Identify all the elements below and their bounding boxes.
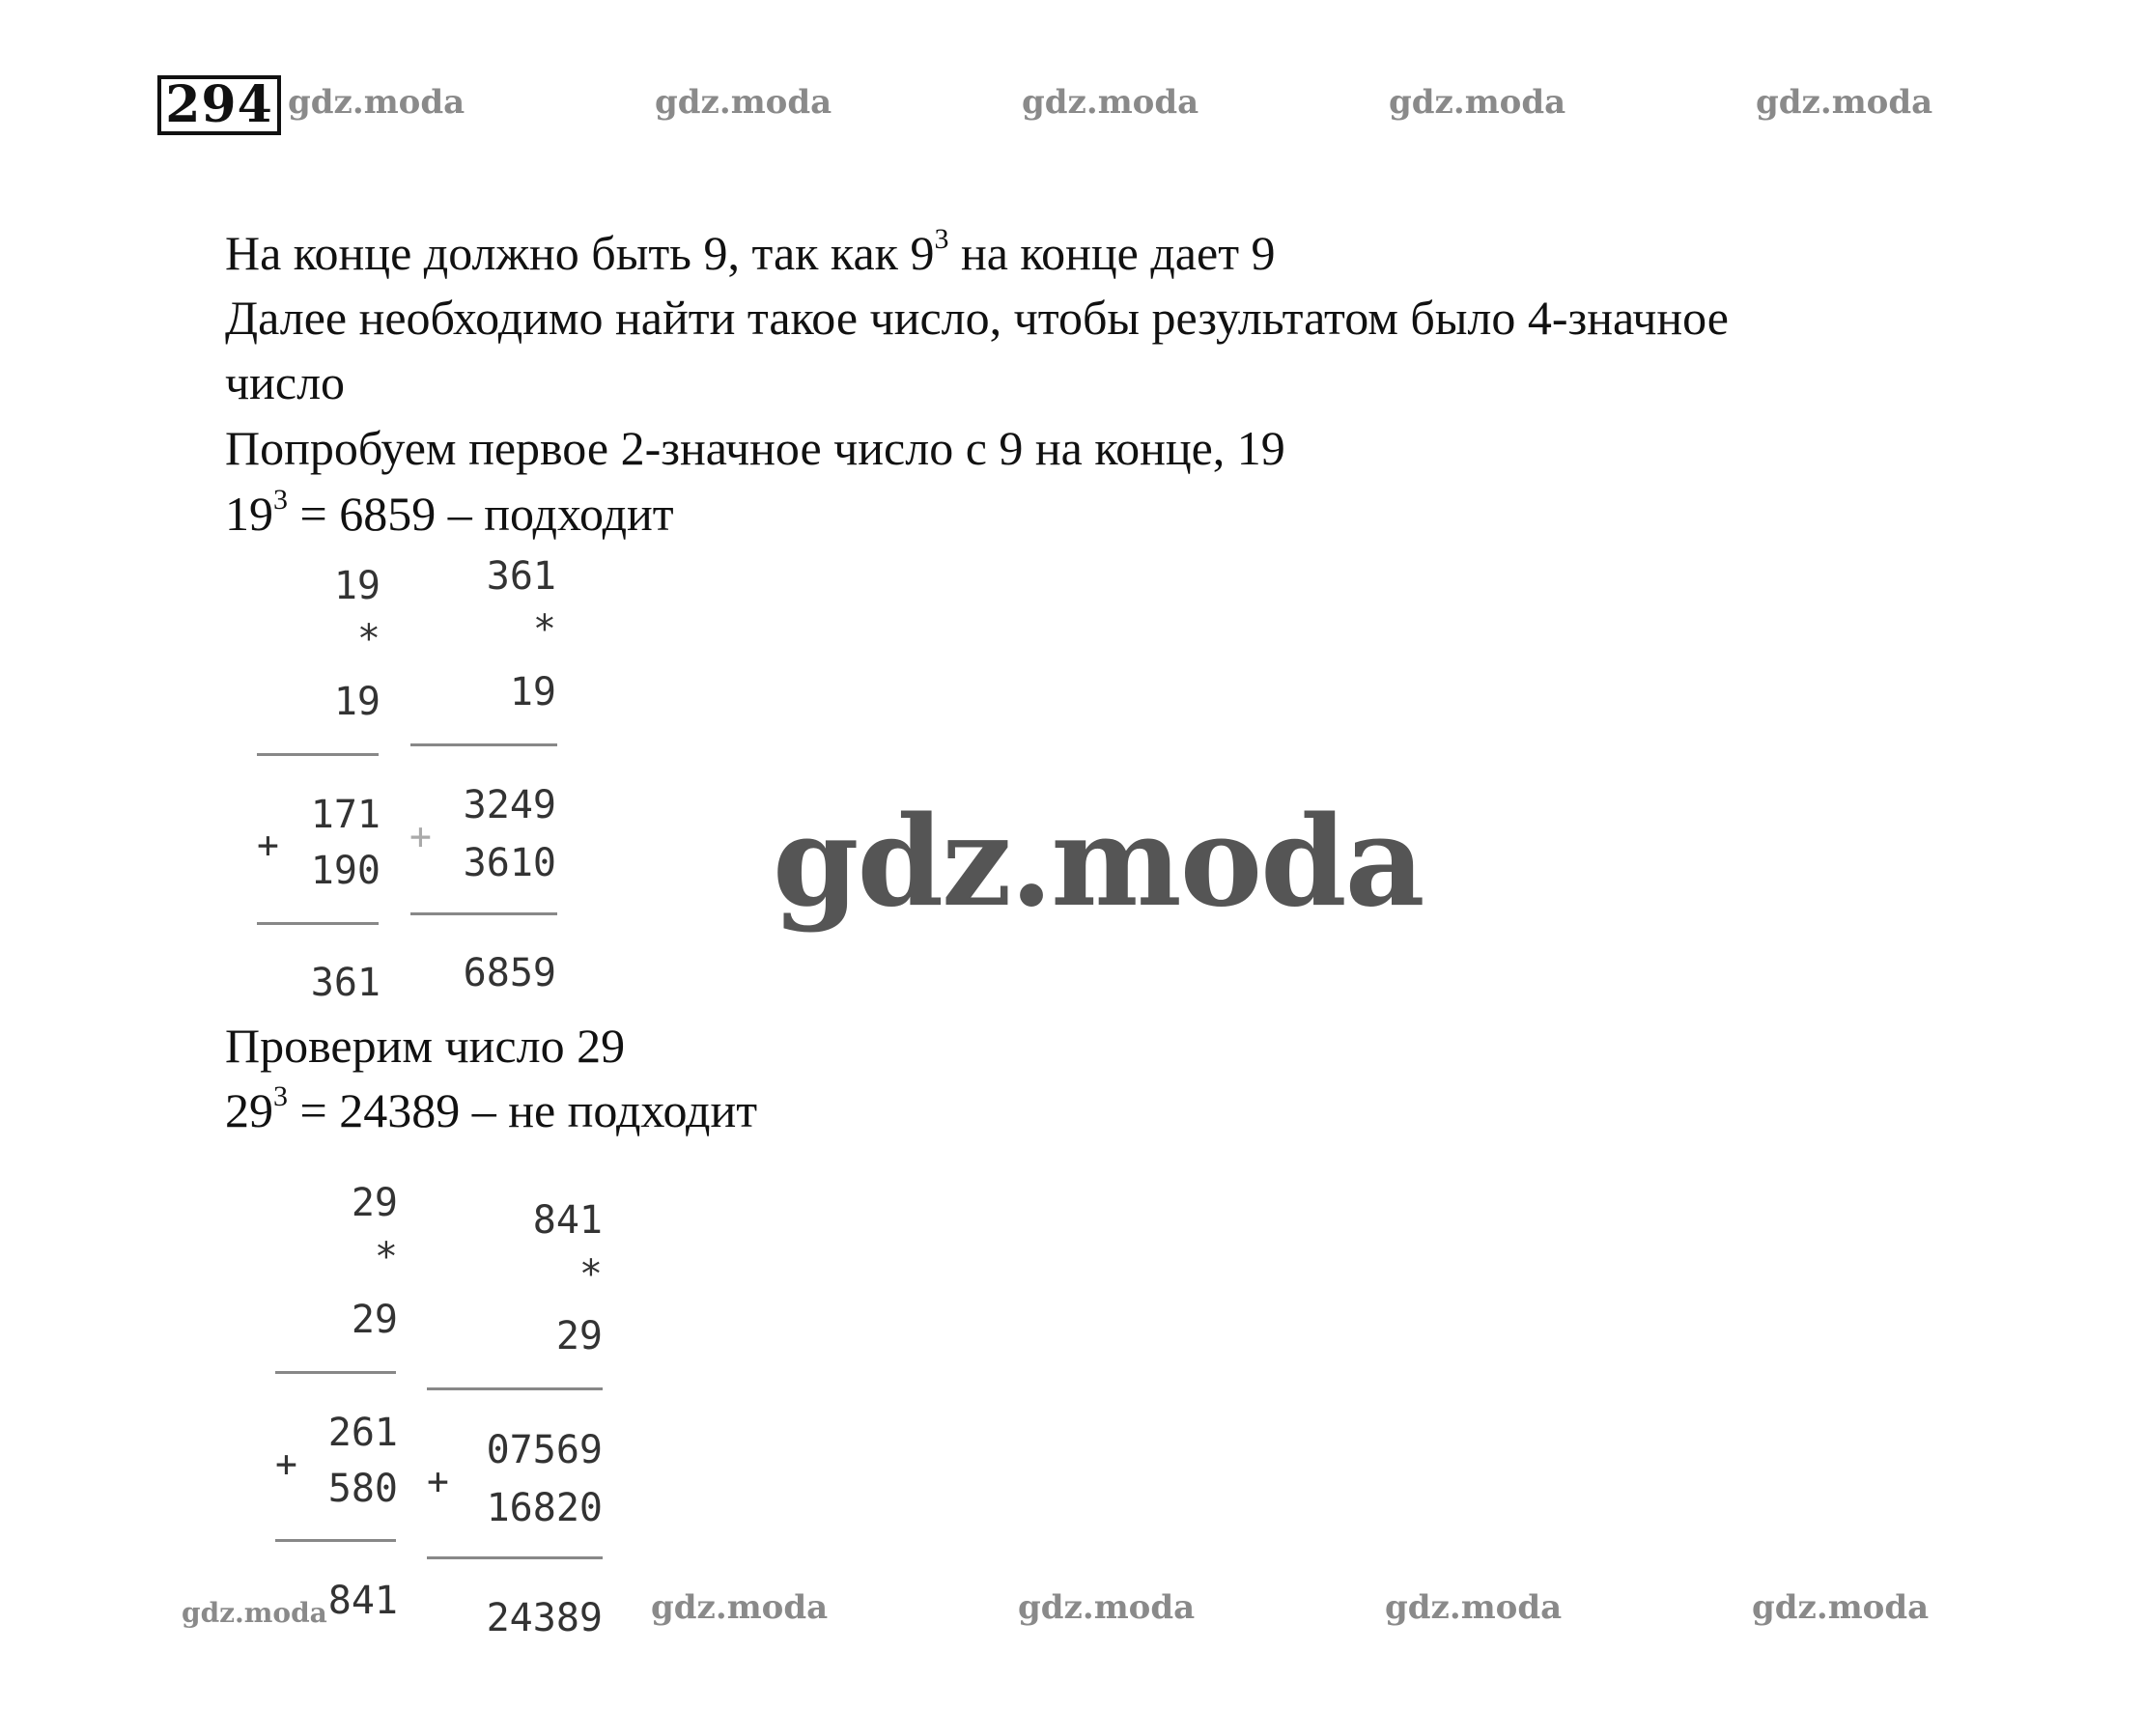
calc29-a-partial-1: 261: [327, 1411, 398, 1455]
calc19-b-rule-2: [410, 912, 557, 915]
calc19-a-plus: +: [257, 824, 279, 866]
calc29-a-rule-1: [275, 1371, 396, 1374]
watermark: gdz.moda: [1752, 1588, 1930, 1627]
text-line-1-before: На конце должно быть 9, так как 9: [225, 226, 935, 280]
calc29-a-result: 841: [327, 1579, 398, 1623]
text-line-7-before: 29: [225, 1083, 273, 1137]
text-line-7-sup: 3: [273, 1080, 288, 1112]
calc29-b-partial-1: 07569: [486, 1428, 603, 1472]
calc19-b-top: 361: [486, 554, 556, 599]
calc19-a-result: 361: [310, 961, 381, 1005]
calc29-b-plus: +: [427, 1460, 449, 1502]
calc29-b-rule-1: [427, 1387, 603, 1390]
calc29-a-op: *: [374, 1235, 398, 1279]
calc19-b-partial-1: 3249: [463, 783, 556, 827]
calc29-a-partial-2: 580: [327, 1467, 398, 1511]
text-line-7: [225, 1081, 757, 1139]
calc19-a-partial-1: 171: [310, 793, 381, 837]
calc19-b-bottom: 19: [509, 670, 556, 714]
text-line-1: [225, 224, 1276, 282]
problem-number: 294: [157, 75, 281, 135]
calc19-b-partial-2: 3610: [463, 841, 556, 885]
watermark: gdz.moda: [182, 1597, 327, 1629]
text-line-5-sup: 3: [273, 484, 288, 516]
calc29-b-result: 24389: [486, 1596, 603, 1640]
calc29-b-op: *: [578, 1252, 603, 1297]
watermark: gdz.moda: [288, 83, 465, 122]
text-line-4: Попробуем первое 2-значное число с 9 на конце, 19: [225, 421, 1285, 475]
calc29-a-bottom: 29: [351, 1298, 398, 1342]
text-line-5-after: = 6859 – подходит: [288, 487, 674, 541]
calc19-b-op: *: [532, 607, 556, 652]
calc29-b-bottom: 29: [555, 1314, 603, 1358]
text-line-5: [225, 485, 674, 543]
watermark-large: gdz.moda: [773, 790, 1424, 935]
calc29-b-partial-2: 16820: [486, 1486, 603, 1530]
text-line-1-sup: 3: [934, 223, 949, 255]
calc29-b-top: 841: [532, 1198, 603, 1243]
watermark: gdz.moda: [655, 83, 832, 122]
calc19-a-partial-2: 190: [310, 849, 381, 893]
calc19-b-result: 6859: [463, 951, 556, 995]
text-line-2: Далее необходимо найти такое число, чтобы результатом было 4-значное: [225, 291, 1729, 345]
calc29-a-rule-2: [275, 1539, 396, 1542]
text-line-6: Проверим число 29: [225, 1019, 626, 1073]
watermark: gdz.moda: [651, 1588, 829, 1627]
text-line-7-after: = 24389 – не подходит: [288, 1083, 758, 1137]
calc19-a-rule-2: [257, 922, 379, 925]
calc29-a-plus: +: [275, 1442, 297, 1485]
text-line-1-after: на конце дает 9: [948, 226, 1276, 280]
text-line-5-before: 19: [225, 487, 273, 541]
calc19-a-rule-1: [257, 753, 379, 756]
calc19-a-bottom: 19: [333, 680, 381, 724]
watermark: gdz.moda: [1022, 83, 1199, 122]
calc19-b-plus: +: [409, 815, 432, 857]
watermark: gdz.moda: [1385, 1588, 1563, 1627]
watermark: gdz.moda: [1018, 1588, 1196, 1627]
calc19-a-op: *: [356, 617, 381, 661]
watermark: gdz.moda: [1389, 83, 1566, 122]
calc29-b-rule-2: [427, 1556, 603, 1559]
watermark: gdz.moda: [1756, 83, 1933, 122]
calc19-a-top: 19: [333, 564, 381, 608]
calc29-a-top: 29: [351, 1181, 398, 1225]
text-line-3: число: [225, 355, 346, 409]
calc19-b-rule-1: [410, 743, 557, 746]
